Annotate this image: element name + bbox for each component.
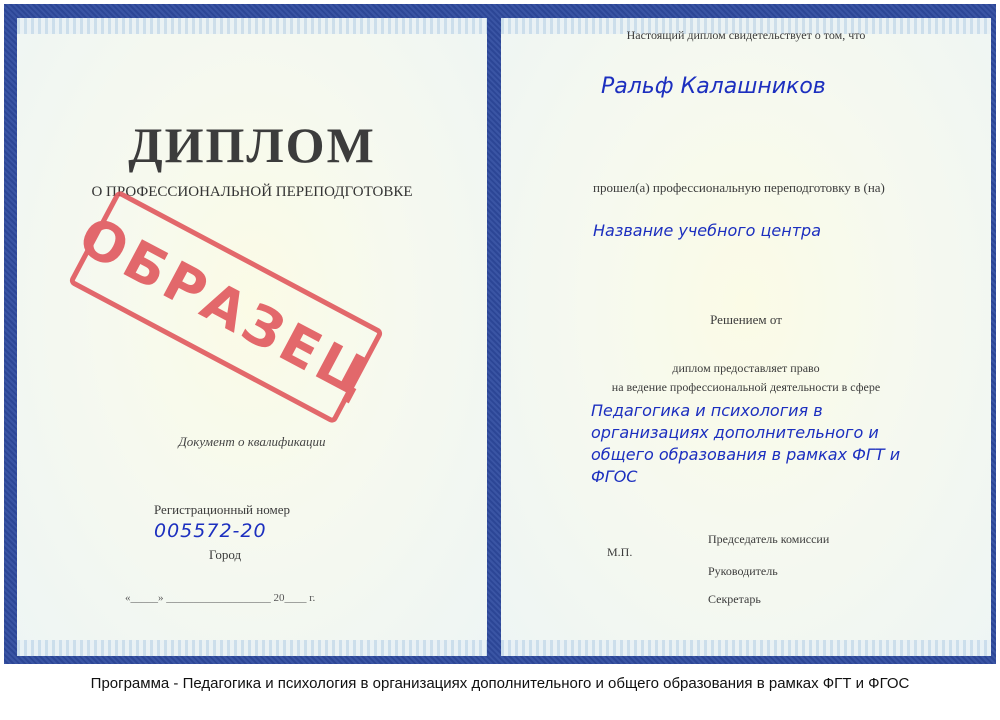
chairman-label: Председатель комиссии [708, 532, 830, 546]
diploma-right-page [501, 18, 991, 656]
specialization: Педагогика и психология в организациях дополнительного и общего образования в рамках ФГТ и ФГОС [591, 401, 901, 486]
secretary-label: Секретарь [708, 592, 761, 606]
city-label: Город [209, 547, 242, 562]
ornament-border-bottom [501, 640, 991, 656]
right-text-1: диплом предоставляет право [672, 361, 820, 375]
date-line: «_____» ___________________ 20____ г. [125, 592, 316, 604]
sample-stamp-text: ОБРАЗЕЦ [69, 203, 383, 411]
ornament-border-top [17, 18, 487, 34]
diploma-frame [4, 4, 996, 664]
head-label: Руководитель [708, 564, 778, 578]
training-center: Название учебного центра [593, 221, 822, 240]
seal-label: М.П. [607, 545, 633, 559]
registration-number: 005572-20 [154, 520, 267, 542]
right-text-2: на ведение профессиональной деятельности в сфере [611, 380, 881, 394]
recipient-name: Ральф Калашников [601, 74, 826, 99]
diploma-subtitle: О ПРОФЕССИОНАЛЬНОЙ ПЕРЕПОДГОТОВКЕ [91, 184, 413, 200]
registration-label: Регистрационный номер [154, 502, 290, 517]
passed-text: прошел(а) профессиональную переподготовку в (на) [593, 180, 885, 195]
certificate-header: Настоящий диплом свидетельствует о том, что [626, 28, 866, 42]
document-type: Документ о квалификации [178, 434, 326, 449]
sample-stamp [68, 189, 384, 424]
program-caption: Программа - Педагогика и психология в организациях дополнительного и общего образования в рамках ФГТ и ФГОС [90, 675, 910, 692]
decision-text: Решением от [710, 312, 782, 327]
diploma-title: ДИПЛОМ [128, 117, 376, 173]
diploma-left-page [17, 18, 487, 656]
ornament-border-bottom [17, 640, 487, 656]
